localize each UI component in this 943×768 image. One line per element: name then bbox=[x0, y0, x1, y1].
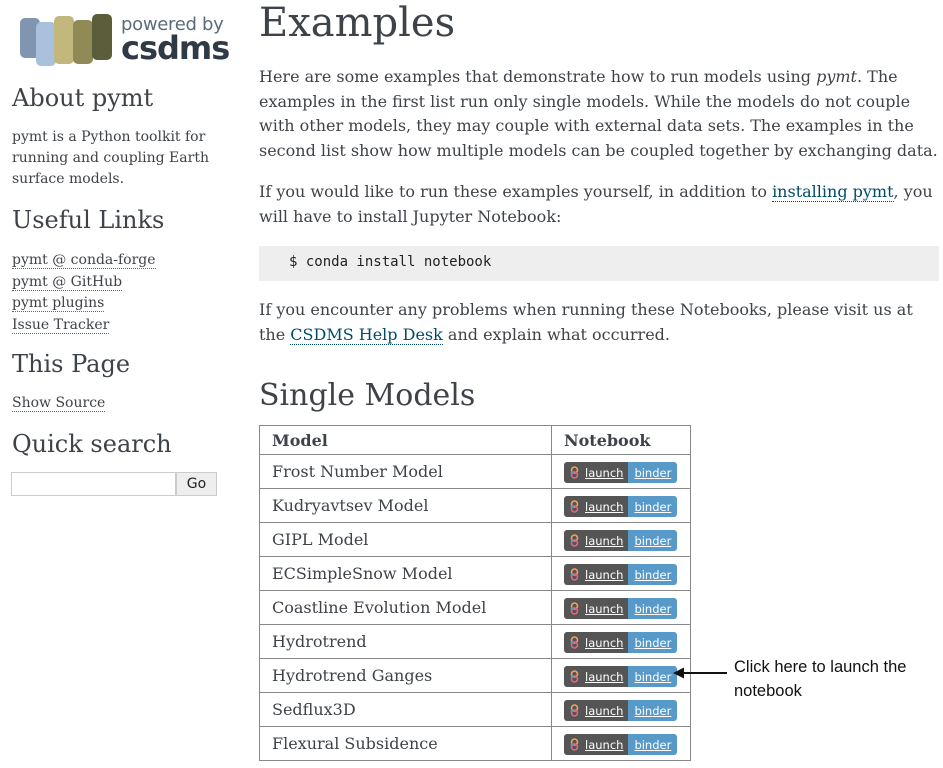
notebook-cell bbox=[552, 591, 691, 625]
help-paragraph bbox=[259, 298, 939, 347]
arrow-left-icon bbox=[673, 666, 729, 680]
help-text-2: and explain what occurred. bbox=[442, 324, 670, 344]
launch-binder-button[interactable] bbox=[564, 496, 677, 517]
table-row bbox=[260, 523, 691, 557]
notebook-cell bbox=[552, 625, 691, 659]
badge-launch-label: launch bbox=[585, 703, 624, 718]
intro-text-1: Here are some examples that demonstrate how to run models using bbox=[259, 67, 817, 86]
model-name-cell: ECSimpleSnow Model bbox=[260, 557, 552, 591]
models-table bbox=[259, 425, 691, 761]
notebook-cell bbox=[552, 693, 691, 727]
useful-link-item bbox=[12, 315, 156, 337]
table-row bbox=[260, 557, 691, 591]
model-name-cell: Kudryavtsev Model bbox=[260, 489, 552, 523]
badge-binder-label: binder bbox=[628, 734, 677, 755]
badge-binder-label: binder bbox=[628, 632, 677, 653]
model-name-cell: Sedflux3D bbox=[260, 693, 552, 727]
badge-binder-label: binder bbox=[628, 530, 677, 551]
launch-binder-button[interactable] bbox=[564, 462, 677, 483]
badge-launch bbox=[564, 632, 628, 653]
logo-name: csdms bbox=[121, 29, 230, 67]
launch-binder-button[interactable] bbox=[564, 530, 677, 551]
useful-link-item bbox=[12, 272, 156, 294]
badge-launch bbox=[564, 564, 628, 585]
logo-powered-by: powered by bbox=[121, 14, 224, 35]
binder-logo-icon bbox=[568, 670, 581, 683]
table-row bbox=[260, 693, 691, 727]
logo-bars-icon bbox=[18, 12, 118, 70]
badge-launch bbox=[564, 530, 628, 551]
binder-logo-icon bbox=[568, 500, 581, 513]
launch-binder-button[interactable] bbox=[564, 666, 677, 687]
binder-logo-icon bbox=[568, 636, 581, 649]
models-table-body bbox=[260, 455, 691, 761]
model-name-cell: Frost Number Model bbox=[260, 455, 552, 489]
notebook-cell bbox=[552, 557, 691, 591]
badge-launch bbox=[564, 598, 628, 619]
badge-launch-label: launch bbox=[585, 567, 624, 582]
badge-binder-label: binder bbox=[628, 598, 677, 619]
badge-launch bbox=[564, 496, 628, 517]
notebook-cell bbox=[552, 727, 691, 761]
binder-logo-icon bbox=[568, 738, 581, 751]
intro-paragraph bbox=[259, 65, 939, 163]
install-text-2: , you will have to install Jupyter Notebook: bbox=[259, 182, 933, 226]
launch-binder-button[interactable] bbox=[564, 564, 677, 585]
this-page-heading: This Page bbox=[12, 350, 131, 378]
launch-binder-button[interactable] bbox=[564, 598, 677, 619]
search-input[interactable] bbox=[11, 472, 176, 496]
model-name-cell: GIPL Model bbox=[260, 523, 552, 557]
col-notebook-header: Notebook bbox=[552, 426, 691, 455]
model-name-cell: Coastline Evolution Model bbox=[260, 591, 552, 625]
annotation-text: Click here to launch the notebook bbox=[734, 658, 907, 700]
notebook-cell bbox=[552, 489, 691, 523]
page-title: Examples bbox=[259, 0, 456, 46]
code-text: $ conda install notebook bbox=[289, 254, 492, 270]
badge-binder-label: binder bbox=[628, 496, 677, 517]
useful-link-item bbox=[12, 293, 156, 315]
link-github[interactable]: pymt @ GitHub bbox=[12, 273, 123, 290]
model-name-cell: Hydrotrend bbox=[260, 625, 552, 659]
badge-binder-label: binder bbox=[628, 462, 677, 483]
launch-binder-button[interactable] bbox=[564, 734, 677, 755]
badge-launch bbox=[564, 462, 628, 483]
badge-binder-label: binder bbox=[628, 666, 677, 687]
model-name-cell: Hydrotrend Ganges bbox=[260, 659, 552, 693]
badge-launch-label: launch bbox=[585, 533, 624, 548]
csdms-logo[interactable] bbox=[18, 12, 230, 70]
col-model-header: Model bbox=[260, 426, 552, 455]
badge-binder-label: binder bbox=[628, 564, 677, 585]
intro-pymt: pymt bbox=[816, 67, 857, 86]
intro-text-2: . The examples in the first list run only single models. While the models do not couple with other models, they may couple with external data sets. The examples in the second list show how multiple models can be coupled together by exchanging data. bbox=[259, 67, 938, 160]
binder-logo-icon bbox=[568, 568, 581, 581]
badge-launch-label: launch bbox=[585, 737, 624, 752]
binder-logo-icon bbox=[568, 602, 581, 615]
single-models-title: Single Models bbox=[259, 378, 476, 413]
table-row bbox=[260, 727, 691, 761]
model-name-cell: Flexural Subsidence bbox=[260, 727, 552, 761]
table-header-row bbox=[260, 426, 691, 455]
table-row bbox=[260, 455, 691, 489]
binder-logo-icon bbox=[568, 704, 581, 717]
badge-launch-label: launch bbox=[585, 635, 624, 650]
badge-launch-label: launch bbox=[585, 499, 624, 514]
csdms-help-desk-link[interactable]: CSDMS Help Desk bbox=[290, 324, 443, 344]
binder-logo-icon bbox=[568, 534, 581, 547]
install-text-1: If you would like to run these examples yourself, in addition to bbox=[259, 182, 773, 201]
badge-launch-label: launch bbox=[585, 465, 624, 480]
useful-links-heading: Useful Links bbox=[12, 206, 165, 234]
link-issue-tracker[interactable]: Issue Tracker bbox=[12, 316, 110, 333]
launch-binder-button[interactable] bbox=[564, 700, 677, 721]
about-text: pymt is a Python toolkit for running and coupling Earth surface models. bbox=[12, 129, 209, 187]
notebook-cell bbox=[552, 455, 691, 489]
launch-binder-button[interactable] bbox=[564, 632, 677, 653]
badge-launch bbox=[564, 700, 628, 721]
binder-logo-icon bbox=[568, 466, 581, 479]
badge-launch bbox=[564, 666, 628, 687]
table-row bbox=[260, 591, 691, 625]
notebook-cell bbox=[552, 659, 691, 693]
installing-pymt-link[interactable]: installing pymt bbox=[772, 182, 894, 201]
table-row bbox=[260, 625, 691, 659]
link-conda-forge[interactable]: pymt @ conda-forge bbox=[12, 252, 156, 268]
table-row bbox=[260, 489, 691, 523]
help-text-1: If you encounter any problems when running these Notebooks, please visit us at the bbox=[259, 300, 913, 344]
search-go-button[interactable]: Go bbox=[176, 472, 217, 496]
quick-search-heading: Quick search bbox=[12, 430, 172, 458]
about-heading: About pymt bbox=[12, 84, 154, 112]
code-block bbox=[259, 246, 939, 281]
useful-link-item bbox=[12, 250, 156, 272]
install-paragraph bbox=[259, 180, 939, 229]
show-source-link[interactable]: Show Source bbox=[12, 395, 106, 411]
useful-links-list bbox=[12, 250, 156, 336]
badge-launch-label: launch bbox=[585, 601, 624, 616]
notebook-cell bbox=[552, 523, 691, 557]
badge-launch-label: launch bbox=[585, 669, 624, 684]
link-plugins[interactable]: pymt plugins bbox=[12, 295, 105, 311]
table-row bbox=[260, 659, 691, 693]
badge-launch bbox=[564, 734, 628, 755]
badge-binder-label: binder bbox=[628, 700, 677, 721]
